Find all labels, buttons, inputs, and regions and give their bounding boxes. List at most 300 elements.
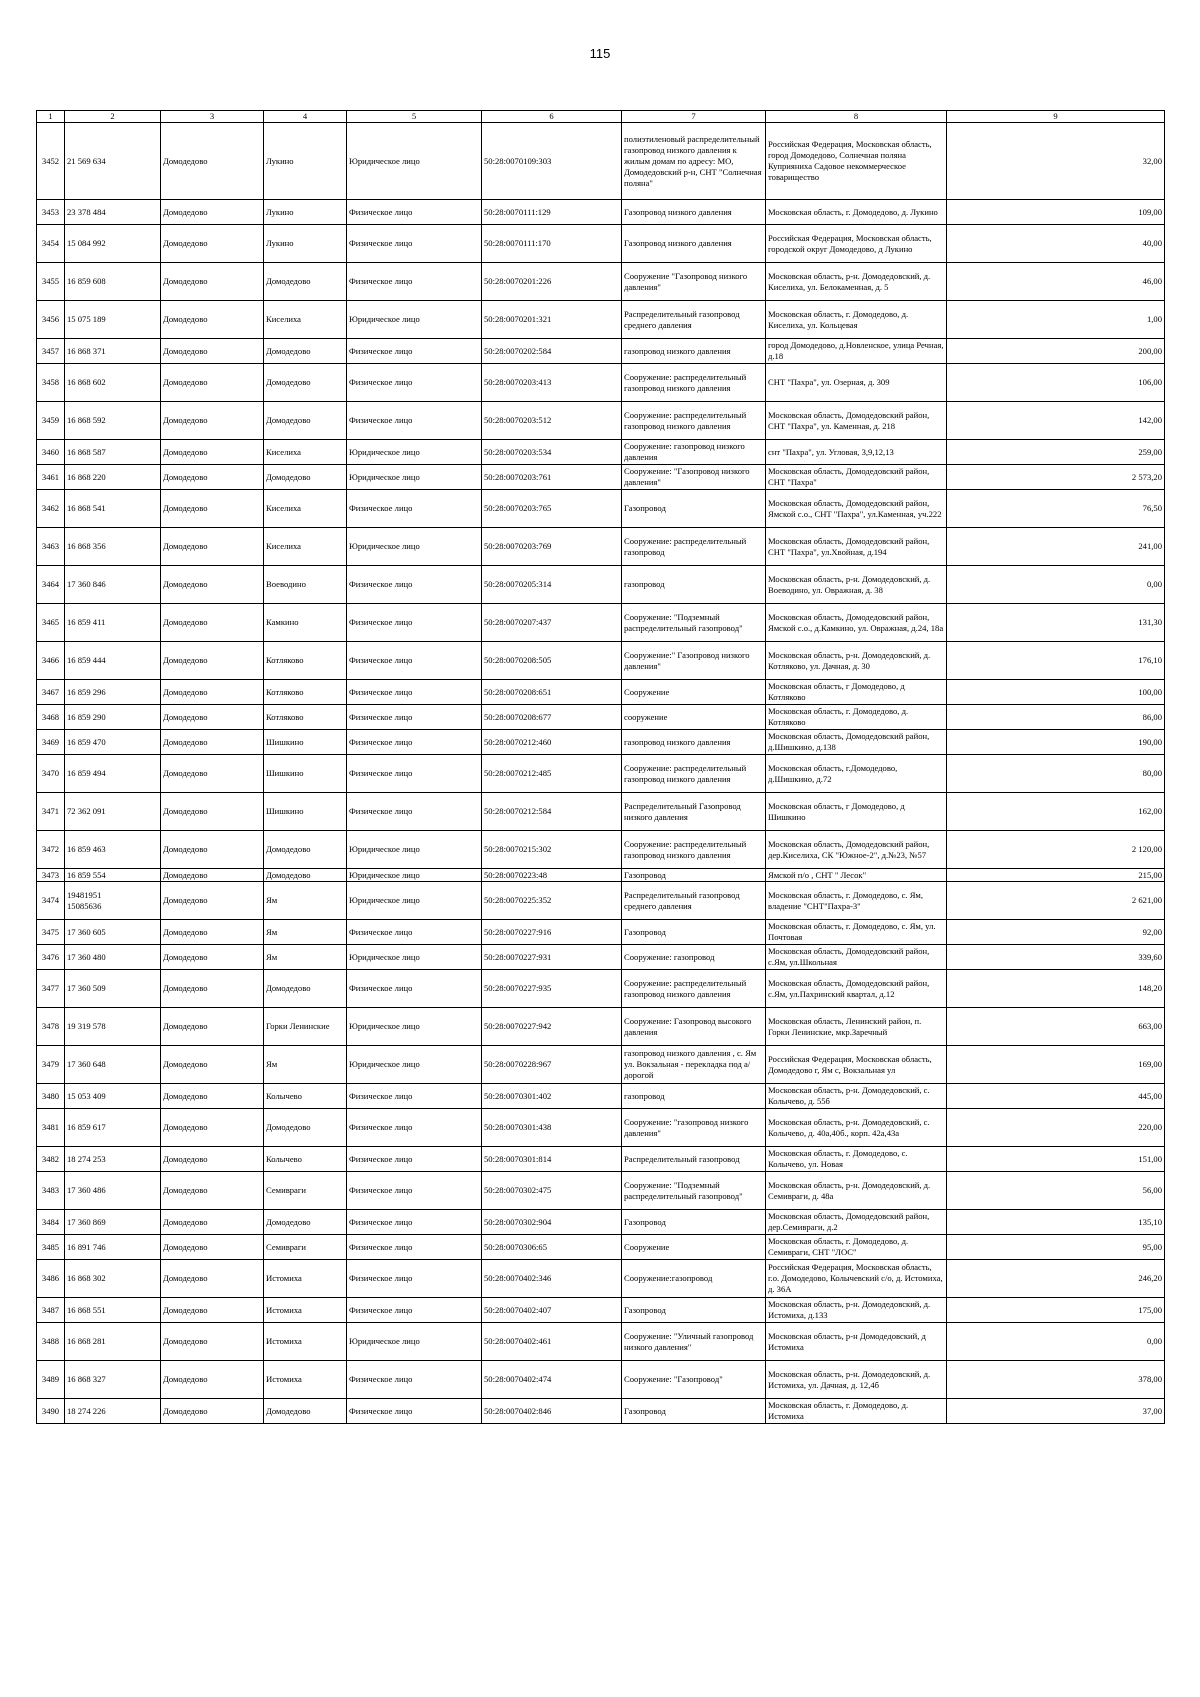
- object-id: 16 868 220: [65, 465, 161, 490]
- address: Московская область, Домодедовский район, СНТ "Пахра", ул. Каменная, д. 218: [766, 402, 947, 440]
- cadastral-number: 50:28:0070203:765: [482, 490, 622, 528]
- object-id: 17 360 509: [65, 970, 161, 1008]
- municipality: Домодедово: [161, 1109, 264, 1147]
- locality: Шишкино: [264, 730, 347, 755]
- address: Российская Федерация, Московская область, городской округ Домодедово, д Лукино: [766, 225, 947, 263]
- object-name: сооружение: [622, 705, 766, 730]
- row-number: 3473: [37, 869, 65, 882]
- address: Московская область, г Домодедово, д Котляково: [766, 680, 947, 705]
- object-name: Распределительный Газопровод низкого давления: [622, 793, 766, 831]
- address: Московская область, р-н. Домодедовский, д. Семивраги, д. 48а: [766, 1172, 947, 1210]
- owner-type: Юридическое лицо: [347, 528, 482, 566]
- object-id: 16 859 411: [65, 604, 161, 642]
- row-number: 3468: [37, 705, 65, 730]
- length-value: 135,10: [947, 1210, 1165, 1235]
- cadastral-number: 50:28:0070227:916: [482, 920, 622, 945]
- object-id: 17 360 605: [65, 920, 161, 945]
- object-name: Сооружение: распределительный газопровод низкого давления: [622, 970, 766, 1008]
- owner-type: Физическое лицо: [347, 1084, 482, 1109]
- address: Московская область, г. Домодедово, д. Семивраги, СНТ "ЛОС": [766, 1235, 947, 1260]
- object-id: 16 868 587: [65, 440, 161, 465]
- row-number: 3479: [37, 1046, 65, 1084]
- address: Московская область, Домодедовский район, Ямской с.о., д.Камкино, ул. Овражная, д.24, 18а: [766, 604, 947, 642]
- length-value: 0,00: [947, 566, 1165, 604]
- address: Московская область, г. Домодедово, с. Ям, ул. Почтовая: [766, 920, 947, 945]
- locality: Котляково: [264, 642, 347, 680]
- length-value: 32,00: [947, 123, 1165, 200]
- address: Московская область, р-н. Домодедовский, с. Колычево, д. 55б: [766, 1084, 947, 1109]
- address: Московская область, р-н. Домодедовский, с. Колычево, д. 40а,40б., корп. 42а,43а: [766, 1109, 947, 1147]
- municipality: Домодедово: [161, 1235, 264, 1260]
- cadastral-number: 50:28:0070203:512: [482, 402, 622, 440]
- cadastral-number: 50:28:0070402:474: [482, 1361, 622, 1399]
- object-name: газопровод низкого давления: [622, 339, 766, 364]
- object-id: 18 274 226: [65, 1399, 161, 1424]
- address: Российская Федерация, Московская область, г.о. Домодедово, Колычевский с/о, д. Истомиха, д. 36А: [766, 1260, 947, 1298]
- municipality: Домодедово: [161, 263, 264, 301]
- length-value: 220,00: [947, 1109, 1165, 1147]
- owner-type: Физическое лицо: [347, 200, 482, 225]
- table-row: [37, 1210, 1165, 1235]
- column-header: 7: [622, 111, 766, 123]
- table-row: [37, 528, 1165, 566]
- table-row: [37, 604, 1165, 642]
- length-value: 215,00: [947, 869, 1165, 882]
- length-value: 100,00: [947, 680, 1165, 705]
- address: Московская область, г. Домодедово, д. Котляково: [766, 705, 947, 730]
- length-value: 200,00: [947, 339, 1165, 364]
- cadastral-number: 50:28:0070212:485: [482, 755, 622, 793]
- cadastral-number: 50:28:0070205:314: [482, 566, 622, 604]
- row-number: 3484: [37, 1210, 65, 1235]
- cadastral-number: 50:28:0070223:48: [482, 869, 622, 882]
- municipality: Домодедово: [161, 705, 264, 730]
- locality: Ям: [264, 920, 347, 945]
- row-number: 3459: [37, 402, 65, 440]
- locality: Киселиха: [264, 301, 347, 339]
- object-name: Сооружение: газопровод: [622, 945, 766, 970]
- municipality: Домодедово: [161, 339, 264, 364]
- address: Московская область, Домодедовский район, дер.Киселиха, СК "Южное-2", д.№23, №57: [766, 831, 947, 869]
- municipality: Домодедово: [161, 1323, 264, 1361]
- object-id: 18 274 253: [65, 1147, 161, 1172]
- cadastral-number: 50:28:0070208:651: [482, 680, 622, 705]
- table-row: [37, 680, 1165, 705]
- cadastral-number: 50:28:0070203:769: [482, 528, 622, 566]
- address: Московская область, г. Домодедово, д. Киселиха, ул. Кольцевая: [766, 301, 947, 339]
- locality: Киселиха: [264, 528, 347, 566]
- municipality: Домодедово: [161, 755, 264, 793]
- owner-type: Юридическое лицо: [347, 301, 482, 339]
- object-id: 16 868 541: [65, 490, 161, 528]
- row-number: 3453: [37, 200, 65, 225]
- locality: Лукино: [264, 123, 347, 200]
- object-id: 16 868 281: [65, 1323, 161, 1361]
- owner-type: Физическое лицо: [347, 1147, 482, 1172]
- locality: Котляково: [264, 680, 347, 705]
- column-header: 2: [65, 111, 161, 123]
- cadastral-number: 50:28:0070208:505: [482, 642, 622, 680]
- length-value: 40,00: [947, 225, 1165, 263]
- cadastral-number: 50:28:0070227:931: [482, 945, 622, 970]
- table-row: [37, 1109, 1165, 1147]
- owner-type: Юридическое лицо: [347, 123, 482, 200]
- length-value: 2 120,00: [947, 831, 1165, 869]
- object-name: Сооружение:" Газопровод низкого давления": [622, 642, 766, 680]
- cadastral-number: 50:28:0070212:460: [482, 730, 622, 755]
- object-name: Распределительный газопровод среднего давления: [622, 301, 766, 339]
- owner-type: Юридическое лицо: [347, 1008, 482, 1046]
- length-value: 169,00: [947, 1046, 1165, 1084]
- table-row: [37, 301, 1165, 339]
- owner-type: Физическое лицо: [347, 755, 482, 793]
- cadastral-number: 50:28:0070306:65: [482, 1235, 622, 1260]
- length-value: 86,00: [947, 705, 1165, 730]
- owner-type: Физическое лицо: [347, 263, 482, 301]
- owner-type: Физическое лицо: [347, 566, 482, 604]
- cadastral-number: 50:28:0070301:814: [482, 1147, 622, 1172]
- row-number: 3466: [37, 642, 65, 680]
- municipality: Домодедово: [161, 123, 264, 200]
- object-id: 72 362 091: [65, 793, 161, 831]
- municipality: Домодедово: [161, 1361, 264, 1399]
- locality: Домодедово: [264, 970, 347, 1008]
- object-id: 17 360 486: [65, 1172, 161, 1210]
- municipality: Домодедово: [161, 642, 264, 680]
- cadastral-number: 50:28:0070402:346: [482, 1260, 622, 1298]
- object-id: 16 859 608: [65, 263, 161, 301]
- table-row: [37, 755, 1165, 793]
- column-header: 4: [264, 111, 347, 123]
- table-row: [37, 402, 1165, 440]
- table-row: [37, 1008, 1165, 1046]
- municipality: Домодедово: [161, 528, 264, 566]
- address: Московская область, г Домодедово, д Шишкино: [766, 793, 947, 831]
- cadastral-number: 50:28:0070207:437: [482, 604, 622, 642]
- cadastral-number: 50:28:0070203:534: [482, 440, 622, 465]
- cadastral-number: 50:28:0070402:461: [482, 1323, 622, 1361]
- row-number: 3467: [37, 680, 65, 705]
- row-number: 3472: [37, 831, 65, 869]
- object-name: Газопровод: [622, 1298, 766, 1323]
- locality: Семивраги: [264, 1235, 347, 1260]
- locality: Киселиха: [264, 440, 347, 465]
- length-value: 339,60: [947, 945, 1165, 970]
- object-id: 16 859 554: [65, 869, 161, 882]
- row-number: 3478: [37, 1008, 65, 1046]
- locality: Колычево: [264, 1147, 347, 1172]
- table-row: [37, 970, 1165, 1008]
- owner-type: Физическое лицо: [347, 705, 482, 730]
- object-name: Газопровод: [622, 869, 766, 882]
- object-id: 16 868 551: [65, 1298, 161, 1323]
- locality: Лукино: [264, 200, 347, 225]
- length-value: 56,00: [947, 1172, 1165, 1210]
- locality: Воеводино: [264, 566, 347, 604]
- row-number: 3458: [37, 364, 65, 402]
- address: Российская Федерация, Московская область, Домодедово г, Ям с, Вокзальная ул: [766, 1046, 947, 1084]
- table-row: [37, 364, 1165, 402]
- owner-type: Юридическое лицо: [347, 831, 482, 869]
- row-number: 3483: [37, 1172, 65, 1210]
- row-number: 3462: [37, 490, 65, 528]
- locality: Лукино: [264, 225, 347, 263]
- municipality: Домодедово: [161, 604, 264, 642]
- length-value: 142,00: [947, 402, 1165, 440]
- object-id: 16 859 296: [65, 680, 161, 705]
- length-value: 1,00: [947, 301, 1165, 339]
- object-name: Сооружение: "Уличный газопровод низкого давления": [622, 1323, 766, 1361]
- municipality: Домодедово: [161, 1172, 264, 1210]
- municipality: Домодедово: [161, 869, 264, 882]
- row-number: 3480: [37, 1084, 65, 1109]
- owner-type: Физическое лицо: [347, 402, 482, 440]
- object-name: Сооружение: газопровод низкого давления: [622, 440, 766, 465]
- object-id: 16 859 494: [65, 755, 161, 793]
- table-row: [37, 642, 1165, 680]
- row-number: 3455: [37, 263, 65, 301]
- municipality: Домодедово: [161, 680, 264, 705]
- locality: Ям: [264, 945, 347, 970]
- address: Московская область, Домодедовский район, СНТ "Пахра": [766, 465, 947, 490]
- length-value: 0,00: [947, 1323, 1165, 1361]
- column-header: 3: [161, 111, 264, 123]
- municipality: Домодедово: [161, 1260, 264, 1298]
- table-row: [37, 1147, 1165, 1172]
- column-header: 6: [482, 111, 622, 123]
- owner-type: Физическое лицо: [347, 1260, 482, 1298]
- table-row: [37, 1361, 1165, 1399]
- table-row: [37, 263, 1165, 301]
- table-row: [37, 920, 1165, 945]
- owner-type: Физическое лицо: [347, 680, 482, 705]
- row-number: 3474: [37, 882, 65, 920]
- address: Московская область, Ленинский район, п. Горки Ленинские, мкр.Заречный: [766, 1008, 947, 1046]
- owner-type: Юридическое лицо: [347, 440, 482, 465]
- object-id: 15 053 409: [65, 1084, 161, 1109]
- owner-type: Физическое лицо: [347, 225, 482, 263]
- municipality: Домодедово: [161, 301, 264, 339]
- object-name: газопровод: [622, 1084, 766, 1109]
- object-name: Сооружение: распределительный газопровод: [622, 528, 766, 566]
- locality: Домодедово: [264, 263, 347, 301]
- column-header: 8: [766, 111, 947, 123]
- address: Московская область, Домодедовский район, СНТ "Пахра", ул.Хвойная, д.194: [766, 528, 947, 566]
- object-name: газопровод низкого давления: [622, 730, 766, 755]
- object-name: Распределительный газопровод среднего давления: [622, 882, 766, 920]
- length-value: 37,00: [947, 1399, 1165, 1424]
- row-number: 3470: [37, 755, 65, 793]
- table-row: [37, 465, 1165, 490]
- table-row: [37, 1399, 1165, 1424]
- municipality: Домодедово: [161, 402, 264, 440]
- object-name: Сооружение: распределительный газопровод низкого давления: [622, 402, 766, 440]
- length-value: 80,00: [947, 755, 1165, 793]
- cadastral-number: 50:28:0070302:475: [482, 1172, 622, 1210]
- locality: Домодедово: [264, 465, 347, 490]
- length-value: 46,00: [947, 263, 1165, 301]
- row-number: 3454: [37, 225, 65, 263]
- object-name: полиэтиленовый распределительный газопровод низкого давления к жилым домам по адресу: МО, Домодедовский р-н, СНТ "Солнечная поляна": [622, 123, 766, 200]
- cadastral-number: 50:28:0070208:677: [482, 705, 622, 730]
- cadastral-number: 50:28:0070212:584: [482, 793, 622, 831]
- cadastral-number: 50:28:0070111:170: [482, 225, 622, 263]
- table-row: [37, 225, 1165, 263]
- row-number: 3456: [37, 301, 65, 339]
- cadastral-number: 50:28:0070301:438: [482, 1109, 622, 1147]
- locality: Истомиха: [264, 1323, 347, 1361]
- owner-type: Физическое лицо: [347, 920, 482, 945]
- table-body: [37, 123, 1165, 1424]
- municipality: Домодедово: [161, 1210, 264, 1235]
- cadastral-number: 50:28:0070203:413: [482, 364, 622, 402]
- owner-type: Юридическое лицо: [347, 869, 482, 882]
- row-number: 3465: [37, 604, 65, 642]
- object-id: 16 859 290: [65, 705, 161, 730]
- table-row: [37, 200, 1165, 225]
- table-row: [37, 882, 1165, 920]
- object-id: 23 378 484: [65, 200, 161, 225]
- owner-type: Физическое лицо: [347, 1172, 482, 1210]
- length-value: 151,00: [947, 1147, 1165, 1172]
- table-row: [37, 1046, 1165, 1084]
- address: Московская область, р-н. Домодедовский, д. Киселиха, ул. Белокаменная, д. 5: [766, 263, 947, 301]
- owner-type: Физическое лицо: [347, 793, 482, 831]
- owner-type: Юридическое лицо: [347, 1323, 482, 1361]
- locality: Ям: [264, 1046, 347, 1084]
- object-id: 16 891 746: [65, 1235, 161, 1260]
- row-number: 3452: [37, 123, 65, 200]
- locality: Домодедово: [264, 831, 347, 869]
- address: Ямской п/о , СНТ " Лесок": [766, 869, 947, 882]
- object-id: 21 569 634: [65, 123, 161, 200]
- object-id: 16 868 371: [65, 339, 161, 364]
- object-id: 16 859 444: [65, 642, 161, 680]
- row-number: 3477: [37, 970, 65, 1008]
- object-name: Газопровод: [622, 1399, 766, 1424]
- row-number: 3487: [37, 1298, 65, 1323]
- length-value: 106,00: [947, 364, 1165, 402]
- object-id: 17 360 869: [65, 1210, 161, 1235]
- column-header: 5: [347, 111, 482, 123]
- locality: Домодедово: [264, 364, 347, 402]
- owner-type: Юридическое лицо: [347, 1046, 482, 1084]
- header-row: [37, 111, 1165, 123]
- municipality: Домодедово: [161, 1298, 264, 1323]
- table-row: [37, 490, 1165, 528]
- table-row: [37, 440, 1165, 465]
- locality: Шишкино: [264, 755, 347, 793]
- object-id: 19481951 15085636: [65, 882, 161, 920]
- address: Московская область, р-н. Домодедовский, д. Истомиха, ул. Дачная, д. 12,4б: [766, 1361, 947, 1399]
- table-row: [37, 566, 1165, 604]
- row-number: 3460: [37, 440, 65, 465]
- object-name: Распределительный газопровод: [622, 1147, 766, 1172]
- row-number: 3489: [37, 1361, 65, 1399]
- object-name: Сооружение: распределительный газопровод низкого давления: [622, 364, 766, 402]
- locality: Камкино: [264, 604, 347, 642]
- table-row: [37, 831, 1165, 869]
- row-number: 3461: [37, 465, 65, 490]
- municipality: Домодедово: [161, 490, 264, 528]
- locality: Домодедово: [264, 402, 347, 440]
- address: Московская область, р-н. Домодедовский, д. Воеводино, ул. Овражная, д. 38: [766, 566, 947, 604]
- address: Московская область, Домодедовский район, Ямской с.о., СНТ "Пахра", ул.Каменная, уч.222: [766, 490, 947, 528]
- cadastral-number: 50:28:0070402:407: [482, 1298, 622, 1323]
- row-number: 3463: [37, 528, 65, 566]
- length-value: 95,00: [947, 1235, 1165, 1260]
- table-row: [37, 1298, 1165, 1323]
- length-value: 162,00: [947, 793, 1165, 831]
- address: Московская область, г. Домодедово, д. Лукино: [766, 200, 947, 225]
- row-number: 3469: [37, 730, 65, 755]
- object-name: Газопровод низкого давления: [622, 225, 766, 263]
- object-id: 16 868 356: [65, 528, 161, 566]
- object-name: Сооружение: "Газопровод низкого давления": [622, 465, 766, 490]
- address: Московская область, Домодедовский район, с.Ям, ул.Школьная: [766, 945, 947, 970]
- length-value: 241,00: [947, 528, 1165, 566]
- length-value: 190,00: [947, 730, 1165, 755]
- object-name: Сооружение: [622, 680, 766, 705]
- table-row: [37, 1235, 1165, 1260]
- table-row: [37, 705, 1165, 730]
- owner-type: Физическое лицо: [347, 1235, 482, 1260]
- object-name: Газопровод: [622, 1210, 766, 1235]
- owner-type: Физическое лицо: [347, 1109, 482, 1147]
- municipality: Домодедово: [161, 1008, 264, 1046]
- object-name: Сооружение: распределительный газопровод низкого давления: [622, 831, 766, 869]
- municipality: Домодедово: [161, 730, 264, 755]
- table-row: [37, 1323, 1165, 1361]
- owner-type: Юридическое лицо: [347, 465, 482, 490]
- address: Московская область, Домодедовский район, с.Ям, ул.Пахринский квартал, д.12: [766, 970, 947, 1008]
- object-id: 16 868 592: [65, 402, 161, 440]
- owner-type: Физическое лицо: [347, 364, 482, 402]
- object-id: 16 868 327: [65, 1361, 161, 1399]
- table-row: [37, 123, 1165, 200]
- address: Московская область, г. Домодедово, с. Ям, владение "СНТ"Пахра-3": [766, 882, 947, 920]
- address: Московская область, Домодедовский район, д.Шишкино, д.138: [766, 730, 947, 755]
- object-name: Сооружение: "Подземный распределительный газопровод": [622, 604, 766, 642]
- object-name: Сооружение:газопровод: [622, 1260, 766, 1298]
- registry-table: [36, 110, 1165, 1424]
- municipality: Домодедово: [161, 882, 264, 920]
- row-number: 3476: [37, 945, 65, 970]
- municipality: Домодедово: [161, 364, 264, 402]
- table-row: [37, 730, 1165, 755]
- object-name: газопровод: [622, 566, 766, 604]
- owner-type: Физическое лицо: [347, 730, 482, 755]
- length-value: 663,00: [947, 1008, 1165, 1046]
- object-name: Сооружение: Газопровод высокого давления: [622, 1008, 766, 1046]
- row-number: 3475: [37, 920, 65, 945]
- locality: Шишкино: [264, 793, 347, 831]
- table-row: [37, 1084, 1165, 1109]
- object-name: газопровод низкого давления , с. Ям ул. Вокзальная - перекладка под а/дорогой: [622, 1046, 766, 1084]
- locality: Ям: [264, 882, 347, 920]
- table-row: [37, 1260, 1165, 1298]
- row-number: 3482: [37, 1147, 65, 1172]
- row-number: 3464: [37, 566, 65, 604]
- table-row: [37, 1172, 1165, 1210]
- locality: Киселиха: [264, 490, 347, 528]
- object-name: Сооружение: [622, 1235, 766, 1260]
- cadastral-number: 50:28:0070227:935: [482, 970, 622, 1008]
- table-row: [37, 793, 1165, 831]
- length-value: 175,00: [947, 1298, 1165, 1323]
- municipality: Домодедово: [161, 970, 264, 1008]
- object-id: 19 319 578: [65, 1008, 161, 1046]
